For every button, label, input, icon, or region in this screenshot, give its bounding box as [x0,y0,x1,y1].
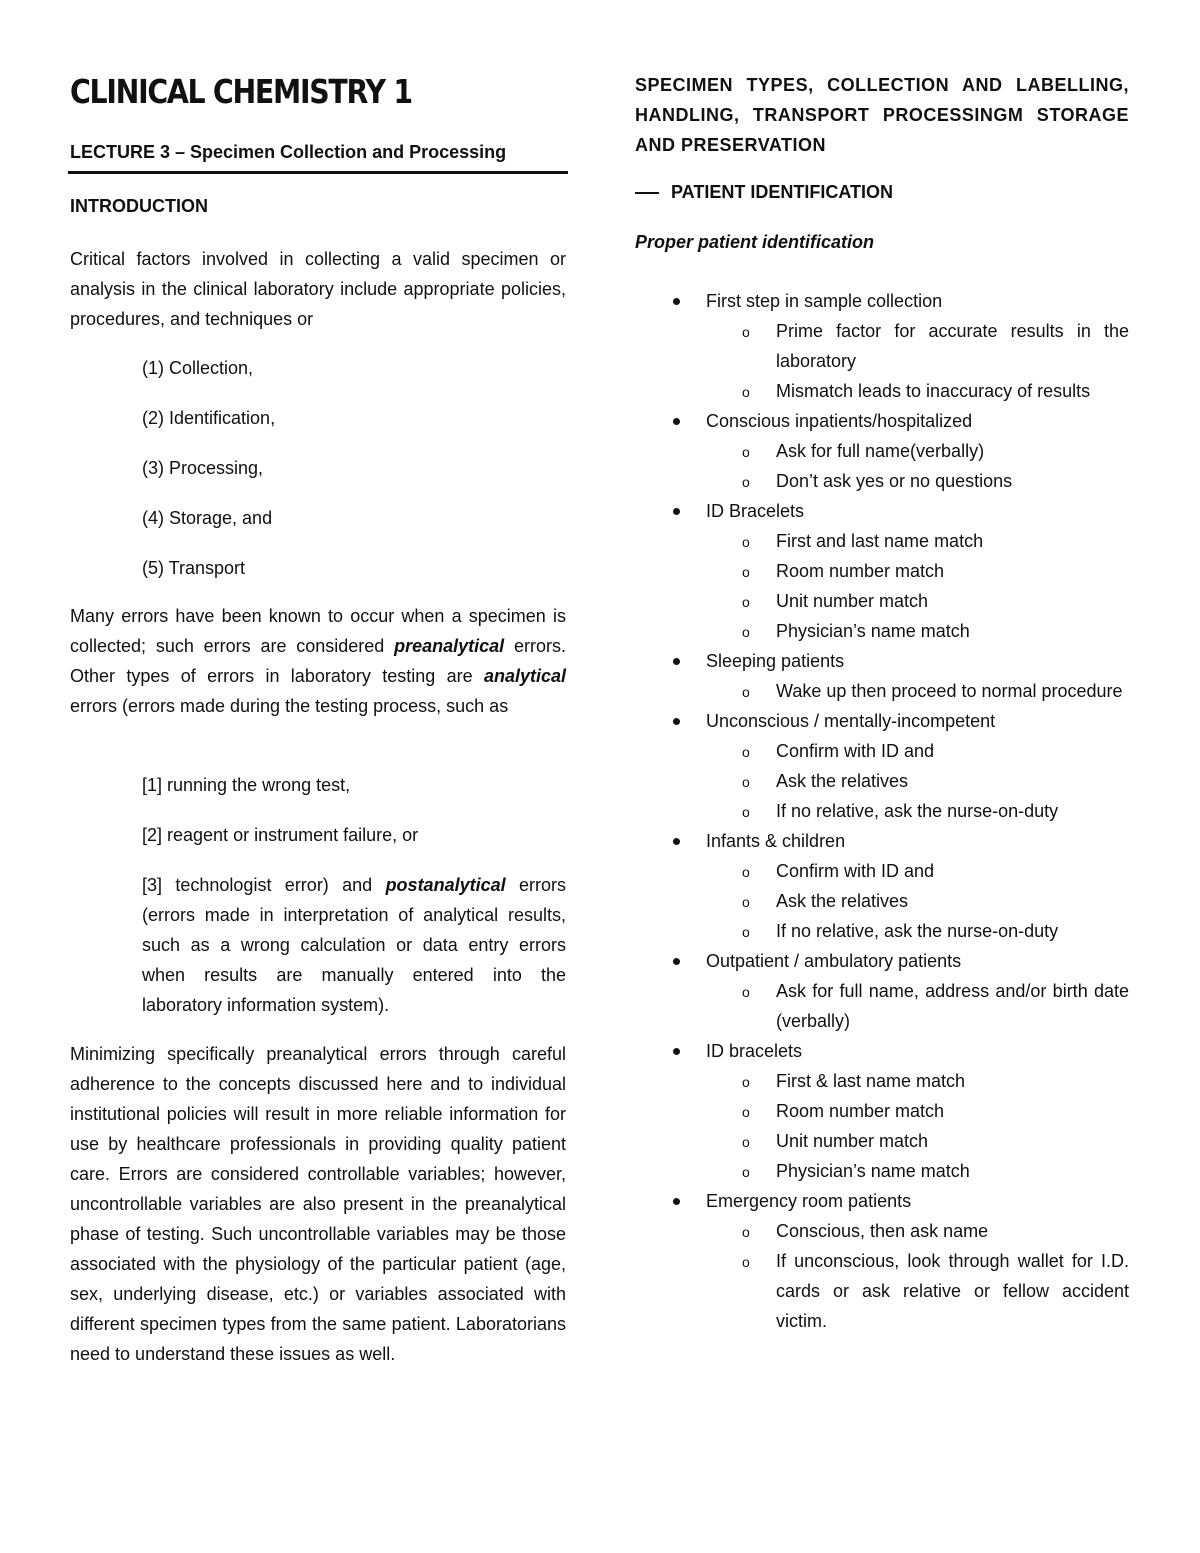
identification-bullet-list [635,286,1129,1336]
section-title: SPECIMEN TYPES, COLLECTION AND LABELLING, HANDLING, TRANSPORT PROCESSINGM STORAGE AND PRESERVATION [635,75,1129,155]
errors-text: Many errors have been known to occur when a specimen is collected; such errors are considered [70,606,566,656]
sub-bullet-item: o Unit number match [706,586,1129,616]
list-item: (3) Processing, [142,458,264,478]
bullet-item [635,286,1129,406]
bullet-item [635,826,1129,946]
sub-bullet-list [706,1216,1129,1336]
sub-bullet-item: o Prime factor for accurate results in the laboratory [706,316,1129,376]
sub-bullet-item: o Wake up then proceed to normal procedure [706,676,1129,706]
dash-marker [635,192,659,194]
list-item: (5) Transport [142,558,246,578]
heading-text: PATIENT IDENTIFICATION [671,182,893,202]
sub-bullet-item: o Physician’s name match [706,1156,1129,1186]
sub-bullet-item: o Ask for full name, address and/or birth date (verbally) [706,976,1129,1036]
bullet-item [635,646,1129,706]
bullet-label: Sleeping patients [706,651,845,671]
title-divider [68,171,568,174]
sub-bullet-item: o Mismatch leads to inaccuracy of results [706,376,1129,406]
bullet-item [635,1186,1129,1336]
sub-bullet-list [706,1066,1129,1186]
errors-text: errors. Other types of errors in laboratory testing are [70,636,566,686]
sub-bullet-item: o Physician’s name match [706,616,1129,646]
errors-paragraph [70,601,566,721]
sub-bullet-item: o Conscious, then ask name [706,1216,1129,1246]
bullet-label: Infants & children [706,831,846,851]
sub-bullet-item: o Ask the relatives [706,886,1129,916]
sub-bullet-item: o Ask for full name(verbally) [706,436,1129,466]
collection-steps-list [142,353,566,603]
sub-bullet-item: o Confirm with ID and [706,856,1129,886]
sub-bullet-item: o Room number match [706,1096,1129,1126]
sub-bullet-list [706,316,1129,406]
bullet-label: Unconscious / mentally-incompetent [706,711,996,731]
bullet-label: ID Bracelets [706,501,805,521]
bullet-item [635,1036,1129,1186]
introduction-heading: INTRODUCTION [70,196,208,216]
closing-paragraph: Minimizing specifically preanalytical errors through careful adherence to the concepts discussed here and to individual institutional policies will result in more reliable information for use by healthcare professionals in providing quality patient care. Errors are considered controllable variables; however, uncontrollable variables are also present in the preanalytical phase of testing. Such uncontrollable variables may be those associated with the physiology of the particular patient (age, sex, underlying disease, etc.) or variables associated with different specimen types from the same patient. Laboratorians need to understand these issues as well. [70,1044,566,1364]
bullet-label: Outpatient / ambulatory patients [706,951,962,971]
bullet-label: Emergency room patients [706,1191,912,1211]
document-title: CLINICAL CHEMISTRY 1 [70,72,412,111]
list-item: [2] reagent or instrument failure, or [142,825,419,845]
sub-bullet-item: o Room number match [706,556,1129,586]
example-text: errors (errors made in interpretation of analytical results, such as a wrong calculation or data entry errors when results are manually entered into the laboratory information system). [142,875,566,1015]
bullet-item [635,706,1129,826]
sub-bullet-item: o First & last name match [706,1066,1129,1096]
bullet-label: Conscious inpatients/hospitalized [706,411,973,431]
sub-bullet-list [706,436,1129,496]
error-examples-list [142,770,566,1040]
sub-bullet-list [706,676,1129,706]
sub-bullet-item: o Unit number match [706,1126,1129,1156]
bullet-item [635,496,1129,646]
list-item: [1] running the wrong test, [142,775,351,795]
sub-bullet-item: o If unconscious, look through wallet for I.D. cards or ask relative or fellow accident victim. [706,1246,1129,1336]
bullet-item [635,946,1129,1036]
sub-bullet-list [706,856,1129,946]
sub-bullet-list [706,736,1129,826]
sub-bullet-list [706,976,1129,1036]
sub-bullet-item: o Confirm with ID and [706,736,1129,766]
list-item [142,870,566,1020]
list-item: (2) Identification, [142,408,276,428]
list-item: (4) Storage, and [142,508,273,528]
proper-identification-subheading: Proper patient identification [635,232,875,252]
lecture-title: LECTURE 3 – Specimen Collection and Processing [70,142,507,162]
list-item: (1) Collection, [142,358,254,378]
bullet-label: First step in sample collection [706,291,943,311]
sub-bullet-item: o If no relative, ask the nurse-on-duty [706,796,1129,826]
patient-identification-heading [635,182,893,203]
preanalytical-term: preanalytical [394,636,505,656]
example-text: [3] technologist error) and [142,875,386,895]
sub-bullet-item: o Ask the relatives [706,766,1129,796]
analytical-term: analytical [483,666,566,686]
sub-bullet-item: o If no relative, ask the nurse-on-duty [706,916,1129,946]
sub-bullet-list [706,526,1129,646]
sub-bullet-item: o First and last name match [706,526,1129,556]
bullet-item [635,406,1129,496]
sub-bullet-item: o Don’t ask yes or no questions [706,466,1129,496]
postanalytical-term: postanalytical [385,875,506,895]
bullet-label: ID bracelets [706,1041,803,1061]
errors-text: errors (errors made during the testing process, such as [70,696,509,716]
introduction-paragraph: Critical factors involved in collecting a valid specimen or analysis in the clinical laboratory include appropriate policies, procedures, and techniques or [70,249,566,329]
